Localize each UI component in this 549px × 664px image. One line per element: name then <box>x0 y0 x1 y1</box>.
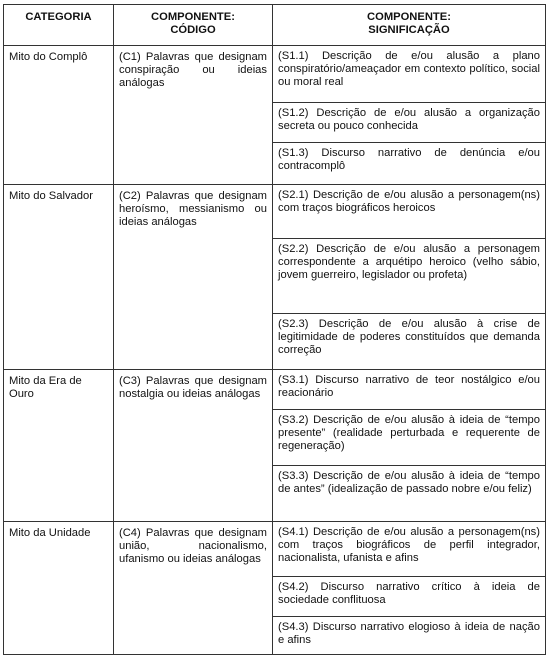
significacao-item: (S1.2) Descrição de e/ou alusão a organização secreta ou pouco conhecida <box>273 103 545 143</box>
header-row <box>4 5 546 46</box>
categoria-cell: Mito do Complô <box>4 46 114 185</box>
codigo-cell: (C3) Palavras que designam nostalgia ou ideias análogas <box>114 370 273 522</box>
categoria-cell: Mito da Era de Ouro <box>4 370 114 522</box>
table-row-salvador <box>4 185 546 370</box>
header-significacao <box>273 5 546 46</box>
significacao-item: (S1.1) Descrição de e/ou alusão a plano conspiratório/ameaçador em contexto político, social ou moral real <box>273 46 545 103</box>
categoria-cell: Mito do Salvador <box>4 185 114 370</box>
significacao-item: (S4.3) Discurso narrativo elogioso à ideia de nação e afins <box>278 621 540 646</box>
header-signif-line2: SIGNIFICAÇÃO <box>368 24 450 36</box>
table-row-era-de-ouro <box>4 370 546 522</box>
header-signif-line1: COMPONENTE: <box>367 11 451 23</box>
significacao-cell <box>273 185 546 370</box>
codigo-cell: (C2) Palavras que designam heroísmo, messianismo ou ideias análogas <box>114 185 273 370</box>
codigo-cell: (C4) Palavras que designam união, nacionalismo, ufanismo ou ideias análogas <box>114 522 273 655</box>
table-header <box>4 5 546 46</box>
header-codigo-line1: COMPONENTE: <box>151 11 235 23</box>
significacao-item: (S1.3) Discurso narrativo de denúncia e/ou contracomplô <box>278 147 540 172</box>
header-codigo <box>114 5 273 46</box>
significacao-item: (S3.3) Descrição de e/ou alusão à ideia de “tempo de antes” (idealização de passado nobre e/ou feliz) <box>278 470 540 495</box>
significacao-item: (S3.2) Descrição de e/ou alusão à ideia de “tempo presente” (realidade perturbada e requerente de regeneração) <box>273 410 545 466</box>
categories-table <box>3 4 546 655</box>
significacao-item: (S4.2) Discurso narrativo crítico à ideia de sociedade conflituosa <box>273 577 545 617</box>
significacao-item: (S2.1) Descrição de e/ou alusão a personagem(ns) com traços biográficos heroicos <box>273 185 545 239</box>
header-codigo-line2: CÓDIGO <box>170 24 216 36</box>
significacao-cell <box>273 370 546 522</box>
categoria-cell: Mito da Unidade <box>4 522 114 655</box>
significacao-item: (S4.1) Descrição de e/ou alusão a personagem(ns) com traços biográficos de perfil integrador, nacionalista, ufanista e afins <box>273 522 545 577</box>
significacao-item: (S2.2) Descrição de e/ou alusão a personagem correspondente a arquétipo heroico (velho sábio, jovem guerreiro, legislador ou profeta) <box>273 239 545 314</box>
table-body <box>4 46 546 655</box>
table-row-unidade <box>4 522 546 655</box>
header-categoria <box>4 5 114 46</box>
codigo-cell: (C1) Palavras que designam conspiração ou ideias análogas <box>114 46 273 185</box>
significacao-item: (S2.3) Descrição de e/ou alusão à crise de legitimidade de poderes constituídos que demanda correção <box>278 318 540 356</box>
significacao-cell <box>273 46 546 185</box>
table-row-complo <box>4 46 546 185</box>
significacao-item: (S3.1) Discurso narrativo de teor nostálgico e/ou reacionário <box>273 370 545 410</box>
header-categoria-text: CATEGORIA <box>25 11 92 23</box>
significacao-cell <box>273 522 546 655</box>
